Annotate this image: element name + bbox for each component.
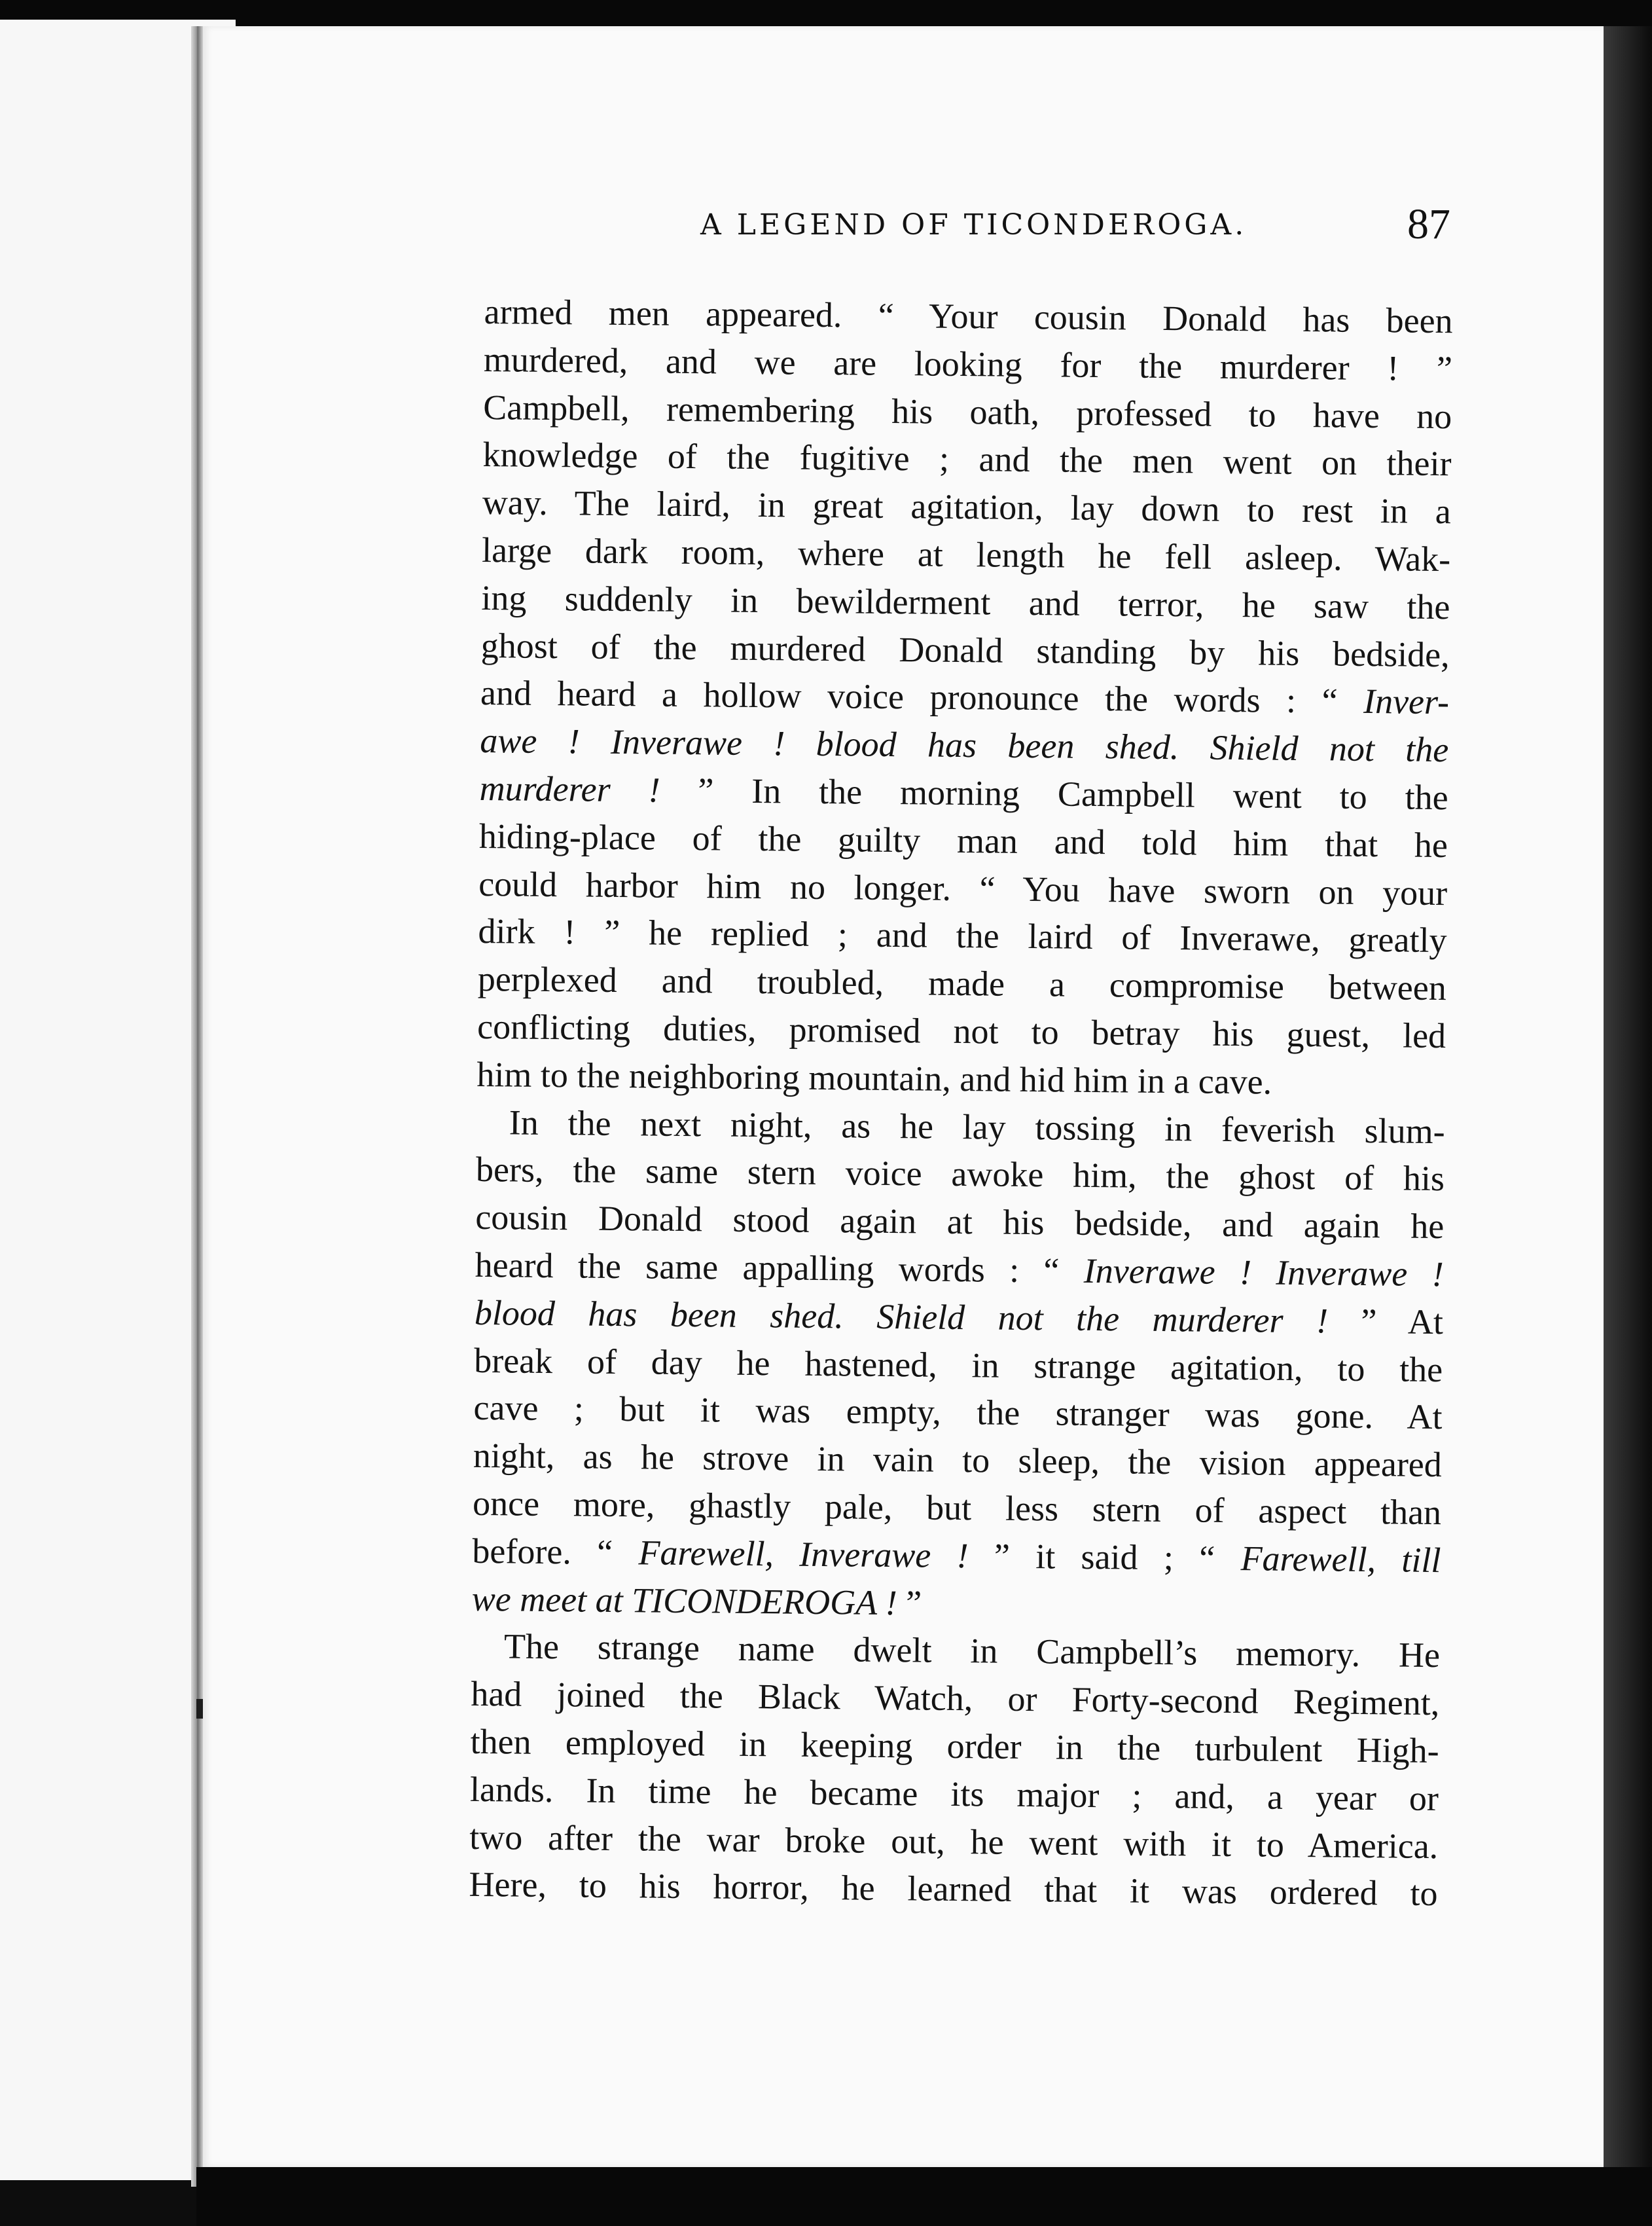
text-line bbox=[479, 765, 1448, 822]
scan-right-shadow bbox=[1604, 26, 1652, 2226]
italic-text: Farewell, till bbox=[1240, 1538, 1441, 1580]
text-segment: way. The laird, in great agitation, lay down to rest in a bbox=[482, 483, 1452, 532]
text-line bbox=[484, 288, 1453, 345]
text-segment: ” In the morning Campbell went to the bbox=[660, 770, 1448, 818]
text-line bbox=[482, 526, 1451, 583]
text-segment: cousin Donald stood again at his bedside, and again he bbox=[475, 1197, 1445, 1247]
text-line bbox=[469, 1861, 1438, 1918]
scan-bottom-border bbox=[196, 2167, 1652, 2226]
text-segment: ” At bbox=[1327, 1301, 1444, 1341]
text-segment: before. “ bbox=[472, 1531, 639, 1573]
text-segment: had joined the Black Watch, or Forty-second Regiment, bbox=[471, 1674, 1440, 1723]
page-number: 87 bbox=[1407, 200, 1450, 248]
text-segment: cave ; but it was empty, the stranger was gone. At bbox=[473, 1388, 1443, 1437]
text-line bbox=[478, 955, 1447, 1012]
text-segment: The strange name dwelt in Campbell’s memory. He bbox=[503, 1626, 1441, 1675]
text-segment: two after the war broke out, he went with it to America. bbox=[469, 1817, 1439, 1866]
text-segment: and heard a hollow voice pronounce the words : “ bbox=[480, 673, 1364, 721]
text-segment: conflicting duties, promised not to betray his guest, led bbox=[476, 1006, 1446, 1056]
italic-text: Inverawe ! Inverawe ! bbox=[1083, 1250, 1444, 1294]
text-line bbox=[475, 1289, 1444, 1346]
italic-text: we meet at TICONDEROGA ! bbox=[471, 1578, 897, 1622]
text-segment: ” it said ; “ bbox=[968, 1535, 1241, 1578]
text-line bbox=[470, 1718, 1439, 1775]
text-segment: lands. In time he became its major ; and, a year or bbox=[469, 1769, 1439, 1818]
text-segment: ing suddenly in bewilderment and terror, he saw the bbox=[481, 577, 1450, 627]
text-line bbox=[481, 574, 1450, 631]
italic-text: Farewell, Inverawe ! bbox=[638, 1533, 969, 1575]
text-line bbox=[473, 1480, 1442, 1537]
book-gutter bbox=[191, 26, 203, 2187]
italic-text: blood has been shed. Shield not the murderer ! bbox=[474, 1292, 1329, 1341]
text-line bbox=[475, 1194, 1445, 1250]
text-segment: hiding-place of the guilty man and told him that he bbox=[478, 816, 1448, 865]
text-segment: night, as he strove in vain to sleep, the vision appeared bbox=[473, 1436, 1443, 1485]
text-line bbox=[475, 1241, 1444, 1298]
text-line bbox=[471, 1670, 1440, 1727]
text-segment: dirk ! ” he replied ; and the laird of Inverawe, greatly bbox=[478, 911, 1447, 960]
text-segment: Here, to his horror, he learned that it was ordered to bbox=[469, 1865, 1438, 1914]
text-line bbox=[473, 1432, 1443, 1489]
text-line bbox=[484, 336, 1453, 393]
text-segment: ghost of the murdered Donald standing by his bedside, bbox=[480, 625, 1450, 674]
text-line bbox=[480, 717, 1449, 774]
text-segment: ” bbox=[897, 1582, 922, 1623]
text-segment: break of day he hastened, in strange agitation, to the bbox=[473, 1340, 1443, 1389]
text-segment: heard the same appalling words : “ bbox=[475, 1245, 1085, 1290]
text-line bbox=[470, 1766, 1439, 1823]
text-segment: could harbor him no longer. “ You have sworn on your bbox=[478, 864, 1448, 913]
running-head: A LEGEND OF TICONDEROGA. bbox=[700, 208, 1248, 242]
body-text bbox=[469, 288, 1453, 1918]
text-segment: In the next night, as he lay tossing in feverish slum- bbox=[509, 1102, 1445, 1151]
text-line bbox=[476, 1051, 1446, 1108]
text-segment: Campbell, remembering his oath, professed to have no bbox=[482, 387, 1452, 436]
text-segment: him to the neighboring mountain, and hid him in a cave. bbox=[476, 1054, 1272, 1102]
italic-text: murderer ! bbox=[479, 768, 660, 810]
text-segment: murdered, and we are looking for the murderer ! ” bbox=[483, 339, 1453, 388]
text-segment: then employed in keeping order in the turbulent High- bbox=[470, 1721, 1439, 1771]
text-line bbox=[479, 812, 1448, 869]
text-line bbox=[477, 1003, 1446, 1060]
text-segment: perplexed and troubled, made a compromise between bbox=[477, 959, 1447, 1008]
text-segment: bers, the same stern voice awoke him, the ghost of his bbox=[475, 1150, 1445, 1199]
italic-text: Inver- bbox=[1363, 682, 1450, 722]
text-segment: once more, ghastly pale, but less stern of aspect than bbox=[472, 1483, 1442, 1533]
italic-text: awe ! Inverawe ! blood has been shed. Shield not the bbox=[480, 721, 1449, 770]
text-segment: large dark room, where at length he fell asleep. Wak- bbox=[481, 530, 1451, 579]
text-segment: knowledge of the fugitive ; and the men went on their bbox=[482, 435, 1452, 484]
text-line bbox=[472, 1527, 1441, 1584]
text-segment: armed men appeared. “ Your cousin Donald has been bbox=[484, 291, 1453, 341]
